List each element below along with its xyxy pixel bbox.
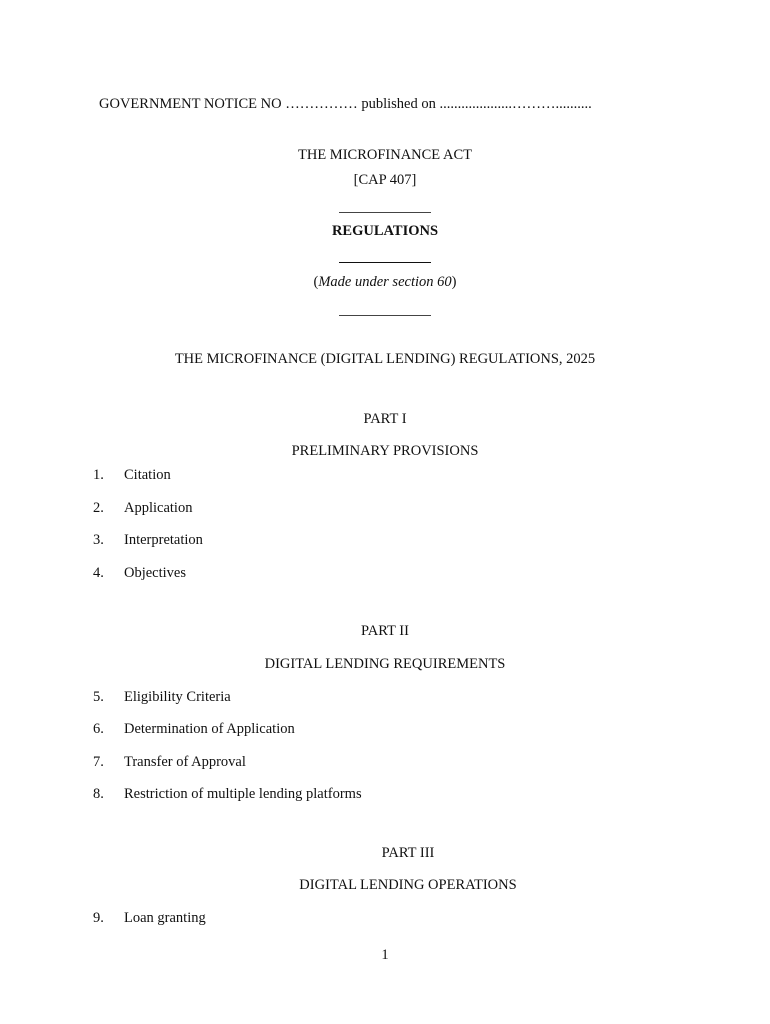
made-under-note bbox=[0, 275, 770, 290]
list-item-number: 1. bbox=[93, 467, 104, 483]
list-item: Objectives bbox=[124, 565, 187, 581]
part-heading: DIGITAL LENDING REQUIREMENTS bbox=[264, 656, 506, 672]
regulations-title: THE MICROFINANCE (DIGITAL LENDING) REGULATIONS, 2025 bbox=[174, 351, 596, 367]
made-under-close-paren: ) bbox=[451, 274, 457, 290]
list-item-number: 8. bbox=[93, 786, 104, 802]
list-item-number: 4. bbox=[93, 565, 104, 581]
regulations-heading: REGULATIONS bbox=[331, 223, 439, 239]
list-item: Loan granting bbox=[124, 910, 206, 926]
list-item: Determination of Application bbox=[124, 721, 295, 737]
part-label: PART II bbox=[361, 623, 409, 639]
list-item: Transfer of Approval bbox=[124, 754, 246, 770]
made-under-text: Made under section 60 bbox=[318, 274, 452, 290]
list-item-number: 6. bbox=[93, 721, 104, 737]
list-item: Application bbox=[124, 500, 193, 516]
part-label: PART I bbox=[363, 411, 407, 427]
page-number: 1 bbox=[381, 947, 389, 963]
list-item-number: 5. bbox=[93, 689, 104, 705]
list-item-number: 2. bbox=[93, 500, 104, 516]
part-heading: DIGITAL LENDING OPERATIONS bbox=[299, 877, 517, 893]
part-heading: PRELIMINARY PROVISIONS bbox=[291, 443, 479, 459]
divider-rule bbox=[339, 262, 431, 263]
list-item-number: 7. bbox=[93, 754, 104, 770]
divider-rule bbox=[339, 315, 431, 316]
list-item: Eligibility Criteria bbox=[124, 689, 231, 705]
list-item: Interpretation bbox=[124, 532, 203, 548]
government-notice-line: GOVERNMENT NOTICE NO …………… published on ....................……….......... bbox=[99, 96, 592, 112]
cap-number: [CAP 407] bbox=[353, 172, 417, 188]
list-item-number: 3. bbox=[93, 532, 104, 548]
part-label: PART III bbox=[381, 845, 435, 861]
list-item: Restriction of multiple lending platforms bbox=[124, 786, 362, 802]
list-item-number: 9. bbox=[93, 910, 104, 926]
divider-rule bbox=[339, 212, 431, 213]
made-under-open-paren: ( bbox=[313, 274, 319, 290]
act-title: THE MICROFINANCE ACT bbox=[297, 147, 472, 163]
list-item: Citation bbox=[124, 467, 171, 483]
